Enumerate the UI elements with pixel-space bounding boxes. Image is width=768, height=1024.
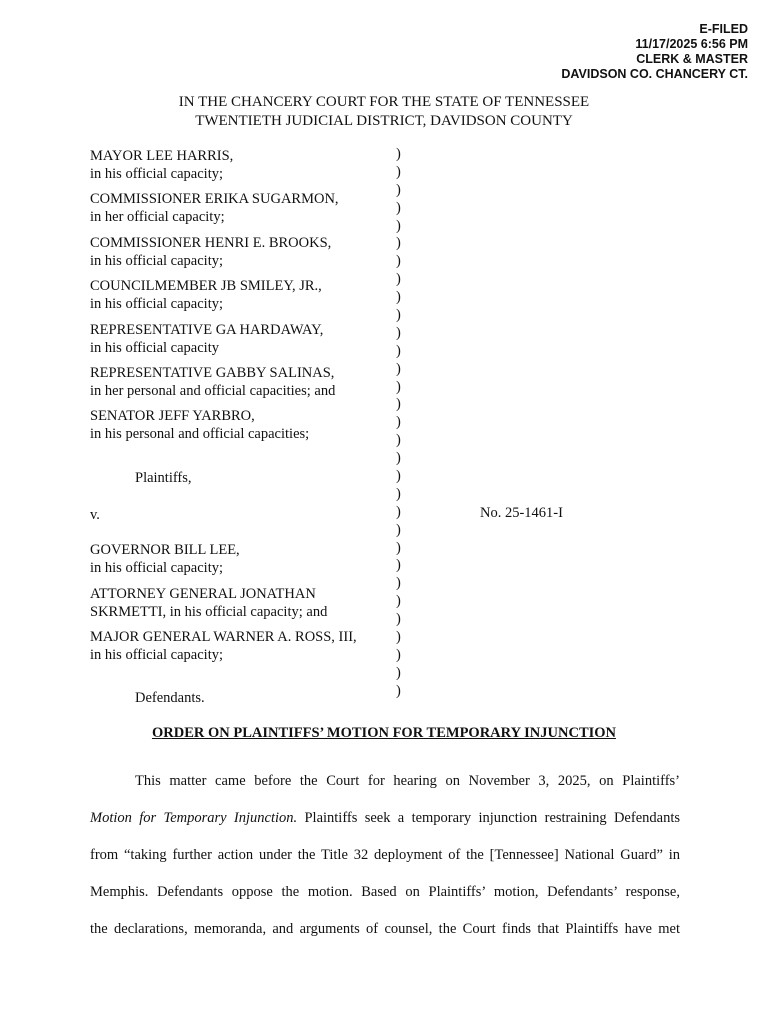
case-number: No. 25-1461-I xyxy=(480,505,563,521)
caption-parenthesis: ) xyxy=(396,289,401,306)
plaintiff-entry xyxy=(90,277,322,313)
caption-parenthesis: ) xyxy=(396,396,401,413)
caption-parenthesis: ) xyxy=(396,146,401,162)
caption-parenthesis: ) xyxy=(396,324,401,341)
caption-parenthesis: ) xyxy=(396,360,401,377)
party-name: COMMISSIONER ERIKA SUGARMON, xyxy=(90,191,339,207)
caption-parenthesis: ) xyxy=(396,235,401,252)
caption-parenthesis: ) xyxy=(396,163,401,180)
caption-parenthesis: ) xyxy=(396,468,401,485)
efiled-label: E-FILED xyxy=(699,22,748,36)
party-capacity: in his official capacity; xyxy=(90,647,224,663)
party-name: SENATOR JEFF YARBRO, xyxy=(90,408,255,424)
party-capacity: in her official capacity; xyxy=(90,209,225,225)
defendants-label: Defendants. xyxy=(135,690,205,706)
caption-parenthesis: ) xyxy=(396,450,401,467)
caption-parenthesis: ) xyxy=(396,485,401,502)
body-line xyxy=(90,800,680,837)
plaintiff-entry xyxy=(90,190,339,226)
court-heading-line1: IN THE CHANCERY COURT FOR THE STATE OF TENNESSEE xyxy=(178,94,590,110)
versus-label: v. xyxy=(90,507,100,523)
caption-parenthesis: ) xyxy=(396,199,401,216)
caption-parenthesis: ) xyxy=(396,575,401,592)
caption-parenthesis: ) xyxy=(396,181,401,198)
party-name: ATTORNEY GENERAL JONATHAN xyxy=(90,586,316,602)
caption-parenthesis: ) xyxy=(396,378,401,395)
party-name: REPRESENTATIVE GABBY SALINAS, xyxy=(90,365,335,381)
party-name: MAYOR LEE HARRIS, xyxy=(90,148,234,164)
party-name: REPRESENTATIVE GA HARDAWAY, xyxy=(90,322,324,338)
order-body-paragraph xyxy=(90,763,680,948)
defendant-entry xyxy=(90,628,357,664)
body-line: from “taking further action under the Title 32 deployment of the [Tennessee] National Guard” in xyxy=(90,847,680,863)
caption-parenthesis: ) xyxy=(396,307,401,324)
clerk-label: CLERK & MASTER xyxy=(636,52,748,66)
court-heading-line2: TWENTIETH JUDICIAL DISTRICT, DAVIDSON COUNTY xyxy=(195,113,573,129)
plaintiffs-label: Plaintiffs, xyxy=(135,470,192,486)
plaintiff-entry xyxy=(90,407,309,443)
efiled-timestamp: 11/17/2025 6:56 PM xyxy=(635,37,748,51)
defendant-entry xyxy=(90,541,240,577)
party-capacity: in her personal and official capacities; and xyxy=(90,383,336,399)
party-name: COMMISSIONER HENRI E. BROOKS, xyxy=(90,235,332,251)
plaintiff-entry xyxy=(90,234,331,270)
body-line: the declarations, memoranda, and arguments of counsel, the Court finds that Plaintiffs have met xyxy=(90,921,680,937)
caption-parenthesis: ) xyxy=(396,611,401,628)
caption-parenthesis: ) xyxy=(396,646,401,663)
caption-parenthesis: ) xyxy=(396,432,401,449)
plaintiff-entry xyxy=(90,147,233,183)
caption-parenthesis: ) xyxy=(396,539,401,556)
body-line: This matter came before the Court for hearing on November 3, 2025, on Plaintiffs’ xyxy=(135,773,680,789)
caption-parenthesis: ) xyxy=(396,664,401,681)
caption-parenthesis: ) xyxy=(396,217,401,234)
body-line: Memphis. Defendants oppose the motion. Based on Plaintiffs’ motion, Defendants’ response, xyxy=(90,884,680,900)
party-capacity: SKRMETTI, in his official capacity; and xyxy=(90,604,328,620)
caption-parenthesis: ) xyxy=(396,629,401,646)
body-line-rest: Plaintiffs seek a temporary injunction restraining Defendants xyxy=(297,810,680,826)
caption-parenthesis: ) xyxy=(396,414,401,431)
caption-parenthesis-column xyxy=(396,146,408,701)
caption-parenthesis: ) xyxy=(396,342,401,359)
caption-parenthesis: ) xyxy=(396,682,401,699)
party-capacity: in his official capacity xyxy=(90,340,219,356)
party-capacity: in his official capacity; xyxy=(90,166,224,182)
party-capacity: in his official capacity; xyxy=(90,296,224,312)
motion-title-italic: Motion for Temporary Injunction. xyxy=(90,810,298,826)
caption-parenthesis: ) xyxy=(396,593,401,610)
plaintiff-entry xyxy=(90,321,323,357)
plaintiff-entry xyxy=(90,364,335,400)
caption-parenthesis: ) xyxy=(396,253,401,270)
caption-parenthesis: ) xyxy=(396,557,401,574)
defendant-entry xyxy=(90,585,327,621)
party-name: COUNCILMEMBER JB SMILEY, JR., xyxy=(90,278,322,294)
caption-parenthesis: ) xyxy=(396,503,401,520)
party-capacity: in his official capacity; xyxy=(90,560,224,576)
efiled-stamp xyxy=(561,22,748,82)
caption-parenthesis: ) xyxy=(396,521,401,538)
party-capacity: in his official capacity; xyxy=(90,253,224,269)
caption-parenthesis: ) xyxy=(396,271,401,288)
party-name: GOVERNOR BILL LEE, xyxy=(90,542,240,558)
court-office-label: DAVIDSON CO. CHANCERY CT. xyxy=(561,67,748,81)
order-title: ORDER ON PLAINTIFFS’ MOTION FOR TEMPORARY INJUNCTION xyxy=(151,725,617,741)
party-capacity: in his personal and official capacities; xyxy=(90,426,310,442)
party-name: MAJOR GENERAL WARNER A. ROSS, III, xyxy=(90,629,357,645)
